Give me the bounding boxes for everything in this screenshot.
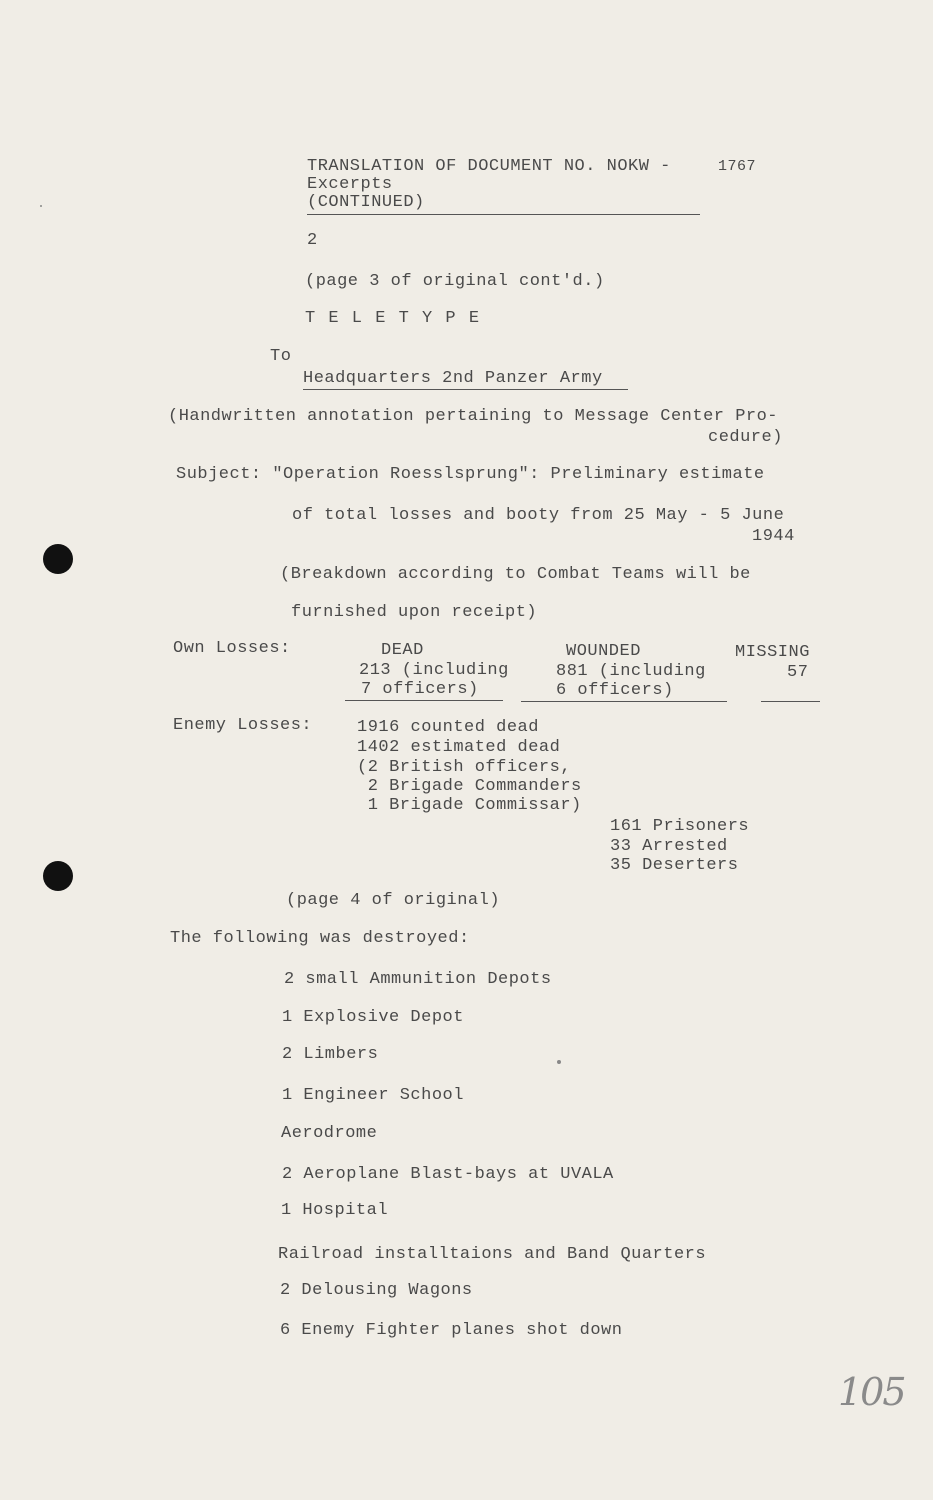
punch-hole-bottom [43, 861, 73, 891]
destroyed-item: 2 Aeroplane Blast-bays at UVALA [282, 1165, 614, 1184]
destroyed-item: Railroad installtaions and Band Quarters [278, 1245, 707, 1264]
breakdown-line-2: furnished upon receipt) [291, 603, 538, 622]
breakdown-line-1: (Breakdown according to Combat Teams will be [280, 565, 751, 584]
annotation-line-1: (Handwritten annotation pertaining to Message Center Pro- [168, 407, 778, 426]
destroyed-item: 2 Limbers [282, 1045, 379, 1064]
enemy-losses-label: Enemy Losses: [173, 716, 313, 735]
destroyed-item: 1 Explosive Depot [282, 1008, 464, 1027]
dead-line-1: 213 (including [359, 661, 509, 680]
destroyed-item: 2 small Ammunition Depots [284, 970, 552, 989]
annotation-line-2: cedure) [708, 428, 783, 447]
missing-underline [761, 701, 820, 702]
teletype-heading: T E L E T Y P E [305, 309, 481, 328]
captured-line: 33 Arrested [610, 837, 728, 856]
wounded-header: WOUNDED [566, 642, 641, 661]
destroyed-item: 1 Engineer School [282, 1086, 464, 1105]
page-note-original-4: (page 4 of original) [286, 891, 501, 910]
enemy-loss-line: 2 Brigade Commanders [357, 777, 582, 796]
paper-speck [557, 1060, 561, 1064]
recipient-underline [303, 389, 628, 390]
paper-speck [40, 205, 42, 207]
destroyed-item: 1 Hospital [281, 1201, 389, 1220]
enemy-loss-line: 1 Brigade Commissar) [357, 796, 582, 815]
subject-line-2: of total losses and booty from 25 May - 5 June [292, 506, 785, 525]
enemy-loss-line: 1402 estimated dead [357, 738, 561, 757]
destroyed-item: 6 Enemy Fighter planes shot down [280, 1321, 623, 1340]
captured-line: 161 Prisoners [610, 817, 750, 836]
enemy-loss-line: (2 British officers, [357, 758, 572, 777]
destroyed-intro: The following was destroyed: [170, 929, 470, 948]
wounded-underline [521, 701, 727, 702]
punch-hole-top [43, 544, 73, 574]
enemy-loss-line: 1916 counted dead [357, 718, 539, 737]
subject-line-3: 1944 [752, 527, 795, 546]
dead-header: DEAD [381, 641, 424, 660]
page-note-original-3: (page 3 of original cont'd.) [305, 272, 605, 291]
header-underline [307, 214, 700, 215]
document-number: 1767 [718, 158, 757, 175]
document-title: TRANSLATION OF DOCUMENT NO. NOKW - [307, 157, 671, 176]
destroyed-item: 2 Delousing Wagons [280, 1281, 473, 1300]
excerpts-label: Excerpts [307, 175, 393, 194]
dead-underline [345, 700, 503, 701]
destroyed-item: Aerodrome [281, 1124, 378, 1143]
wounded-line-2: 6 officers) [556, 681, 674, 700]
handwritten-page-number: 105 [838, 1370, 905, 1414]
to-label: To [270, 347, 292, 366]
own-losses-label: Own Losses: [173, 639, 291, 658]
captured-line: 35 Deserters [610, 856, 739, 875]
subject-line-1: Subject: "Operation Roesslsprung": Preliminary estimate [176, 465, 765, 484]
continued-label: (CONTINUED) [307, 193, 425, 212]
wounded-line-1: 881 (including [556, 662, 706, 681]
dead-line-2: 7 officers) [361, 680, 479, 699]
missing-value: 57 [787, 663, 809, 682]
page-number: 2 [307, 231, 318, 250]
missing-header: MISSING [735, 643, 810, 662]
recipient: Headquarters 2nd Panzer Army [303, 369, 603, 388]
